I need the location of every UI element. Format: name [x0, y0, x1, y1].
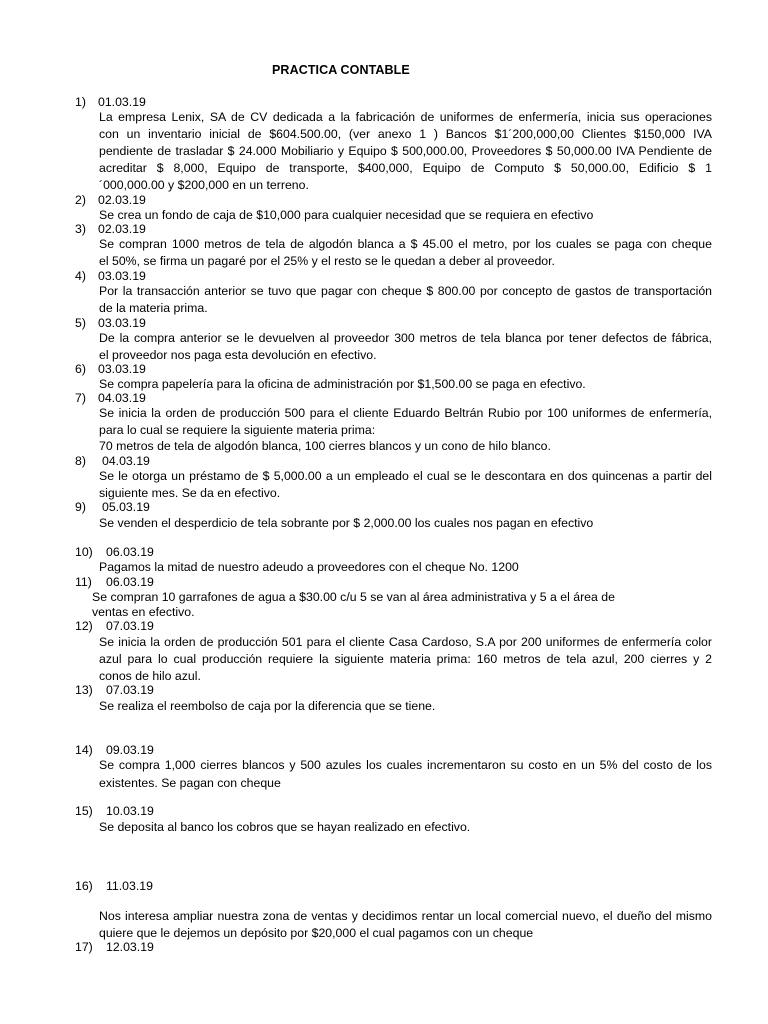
entry-number: 3): [75, 222, 86, 236]
entry-date: 03.03.19: [98, 316, 146, 330]
entry-number: 4): [75, 269, 86, 283]
entry-text-line: Se deposita al banco los cobros que se hayan realizado en efectivo.: [99, 820, 471, 834]
entry-number: 10): [75, 545, 93, 559]
entry-text-line: Se compran 10 garrafones de agua a $30.00 c/u 5 se van al área administrativa y 5 a el área de: [92, 590, 615, 604]
entry-date: 06.03.19: [106, 575, 154, 589]
entry-text-line: para lo cual se requiere la siguiente materia prima:: [99, 423, 376, 437]
entry-date: 09.03.19: [106, 743, 154, 757]
entry-text-line: pendiente de trasladar $ 24.000 Mobiliario y Equipo $ 500,000.00, Proveedores $ 50,000.00 IVA Pendiente de: [99, 144, 712, 158]
entry-number: 15): [75, 804, 93, 818]
entry-number: 8): [75, 454, 86, 468]
entry-text-line: Se venden el desperdicio de tela sobrante por $ 2,000.00 los cuales nos pagan en efectivo: [99, 516, 594, 530]
entry-date: 03.03.19: [98, 362, 146, 376]
entry-number: 5): [75, 316, 86, 330]
entry-text-line: con un inventario inicial de $604.500.00, (ver anexo 1 ) Bancos $1´200,000,00 Clientes $150,000 IVA: [99, 127, 712, 141]
entry-date: 03.03.19: [98, 269, 146, 283]
entry-date: 02.03.19: [98, 193, 146, 207]
entry-text-line: de la materia prima.: [99, 301, 208, 315]
entry-date: 07.03.19: [106, 619, 154, 633]
entry-number: 2): [75, 193, 86, 207]
entry-text-line: Se inicia la orden de producción 501 para el cliente Casa Cardoso, S.A por 200 uniformes de enfermería color: [99, 635, 712, 649]
entry-date: 11.03.19: [106, 879, 153, 893]
entry-text-line: Por la transacción anterior se tuvo que pagar con cheque $ 800.00 por concepto de gastos de transportación: [99, 284, 712, 298]
entry-text-line: Se compra 1,000 cierres blancos y 500 azules los cuales incrementaron su costo en un 5% del costo de los: [99, 758, 712, 772]
entry-text-line: azul para lo cual producción requiere la siguiente materia prima: 160 metros de tela azul, 200 cierres y 2: [99, 652, 712, 666]
entry-number: 6): [75, 362, 86, 376]
entry-number: 11): [75, 575, 92, 589]
entry-date: 01.03.19: [98, 95, 146, 109]
entry-date: 04.03.19: [102, 454, 150, 468]
entry-number: 13): [75, 683, 93, 697]
entry-text-line: conos de hilo azul.: [99, 669, 201, 683]
entry-text-line: el 50%, se firma un pagaré por el 25% y el resto se le quedan a deber al proveedor.: [99, 254, 555, 268]
entry-text-line: Pagamos la mitad de nuestro adeudo a proveedores con el cheque No. 1200: [99, 560, 519, 574]
entry-date: 05.03.19: [102, 500, 150, 514]
entry-text-line: el proveedor nos paga esta devolución en efectivo.: [99, 348, 377, 362]
entry-number: 1): [75, 95, 86, 109]
entry-date: 04.03.19: [98, 391, 146, 405]
entry-text-line: 70 metros de tela de algodón blanca, 100 cierres blancos y un cono de hilo blanco.: [99, 439, 551, 453]
entry-text-line: La empresa Lenix, SA de CV dedicada a la fabricación de uniformes de enfermería, inicia sus operaciones: [99, 110, 712, 124]
entry-text-line: Se inicia la orden de producción 500 para el cliente Eduardo Beltrán Rubio por 100 uniformes de enfermería,: [99, 406, 712, 420]
entry-text-line: Nos interesa ampliar nuestra zona de ventas y decidimos rentar un local comercial nuevo, el dueño del mismo: [99, 909, 712, 923]
entry-text-line: Se compran 1000 metros de tela de algodón blanca a $ 45.00 el metro, por los cuales se paga con cheque: [99, 237, 712, 251]
entry-number: 14): [75, 743, 93, 757]
entry-number: 17): [75, 940, 93, 954]
entry-text-line: existentes. Se pagan con cheque: [99, 776, 281, 790]
entry-text-line: Se realiza el reembolso de caja por la diferencia que se tiene.: [99, 699, 436, 713]
page-title: PRACTICA CONTABLE: [272, 63, 410, 77]
entry-date: 02.03.19: [98, 222, 146, 236]
entry-date: 10.03.19: [106, 804, 154, 818]
entry-text-line: Se le otorga un préstamo de $ 5,000.00 a un empleado el cual se le descontara en dos quincenas a partir del: [99, 469, 712, 483]
entry-text-line: acreditar $ 8,000, Equipo de transporte, $400,000, Equipo de Computo $ 50,000.00, Edificio $ 1: [99, 161, 712, 175]
entry-date: 06.03.19: [106, 545, 154, 559]
entry-number: 16): [75, 879, 93, 893]
entry-text-line: ´000,000.00 y $200,000 en un terreno.: [99, 178, 309, 192]
entry-date: 07.03.19: [106, 683, 154, 697]
entry-date: 12.03.19: [106, 940, 154, 954]
entry-text-line: Se compra papelería para la oficina de administración por $1,500.00 se paga en efectivo.: [99, 377, 586, 391]
entry-text-line: quiere que le dejemos un depósito por $20,000 el cual pagamos con un cheque: [99, 926, 534, 940]
entry-text-line: siguiente mes. Se da en efectivo.: [99, 486, 281, 500]
entry-text-line: ventas en efectivo.: [92, 605, 195, 619]
entry-number: 12): [75, 619, 93, 633]
entry-number: 7): [75, 391, 86, 405]
entry-text-line: De la compra anterior se le devuelven al proveedor 300 metros de tela blanca por tener defectos de fábrica,: [99, 331, 712, 345]
entry-text-line: Se crea un fondo de caja de $10,000 para cualquier necesidad que se requiera en efectivo: [99, 208, 594, 222]
entry-number: 9): [75, 500, 86, 514]
